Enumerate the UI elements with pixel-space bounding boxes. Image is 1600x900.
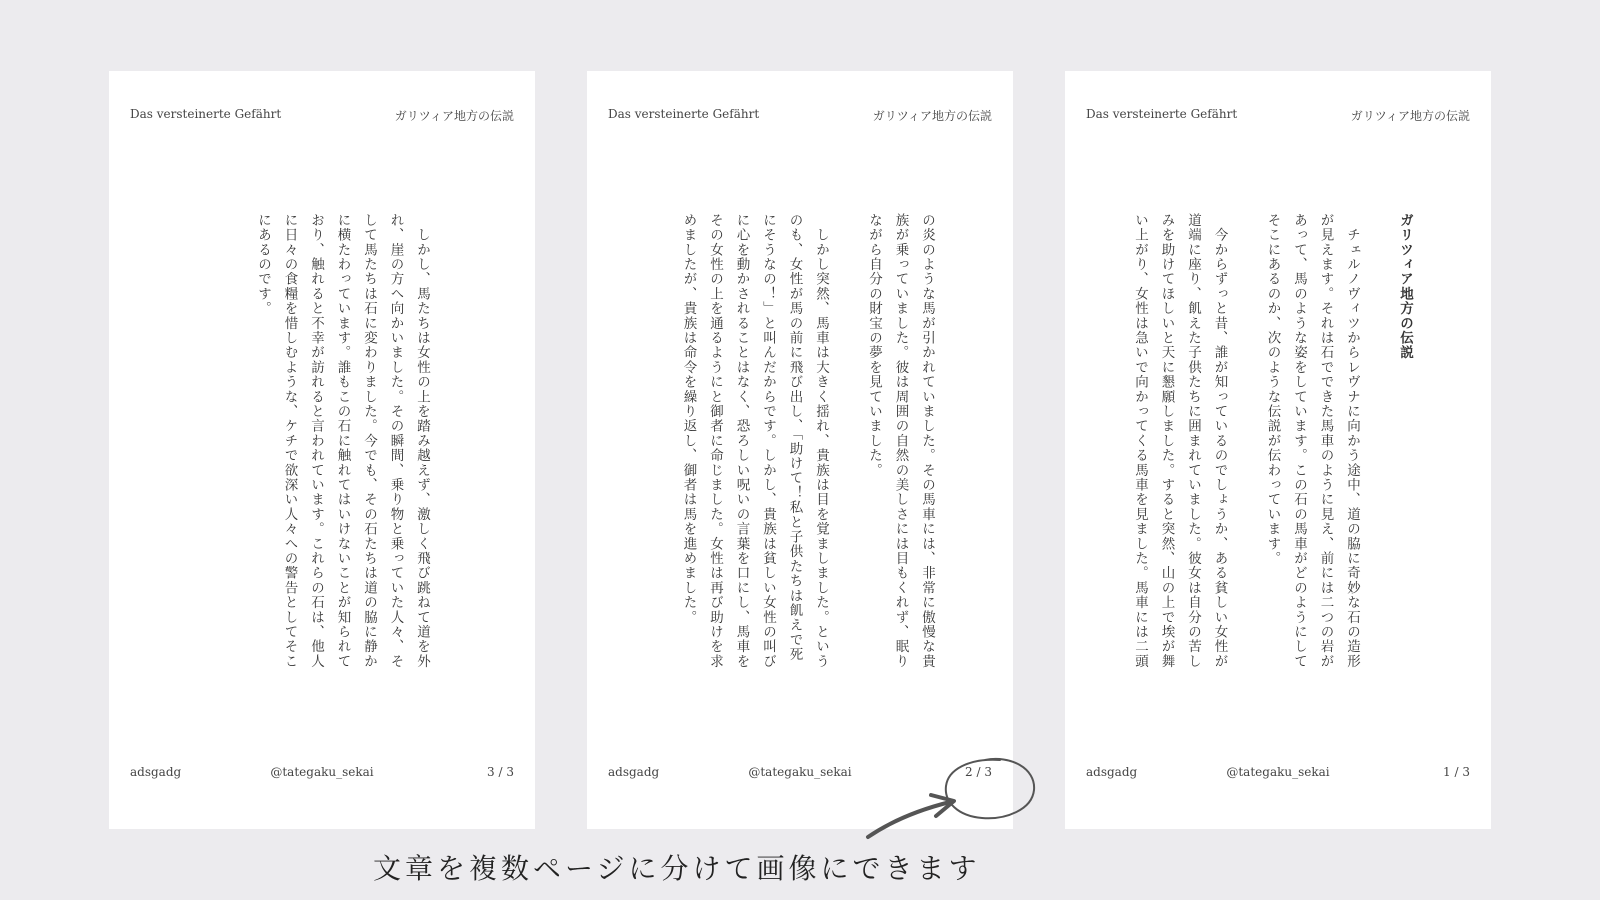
page-preview-3[interactable] bbox=[109, 71, 535, 829]
footer-author: adsgadg bbox=[1086, 765, 1138, 779]
text-line: のも、女性が馬の前に飛び出し、「助けて！私と子供たちは飢えで死 bbox=[786, 213, 803, 662]
text-line: ながら自分の財宝の夢を見ていました。 bbox=[866, 213, 882, 478]
text-line bbox=[1233, 213, 1260, 753]
text-line: が見えます。それは石でできた馬車のように見え、前には二つの岩が bbox=[1317, 213, 1334, 669]
vertical-text-body bbox=[1127, 213, 1419, 753]
vertical-text-body bbox=[675, 213, 940, 753]
text-line: そこにあるのか、次のような伝説が伝わっています。 bbox=[1264, 213, 1281, 566]
text-line: れ、崖の方へ向かいました。その瞬間、乗り物と乗っていた人々、そ bbox=[387, 213, 404, 669]
text-line: に日々の食糧を惜しむような、ケチで欲深い人々への警告としてそこ bbox=[281, 213, 298, 669]
text-line: に心を動かされることはなく、恐ろしい呪いの言葉を口にし、馬車を bbox=[733, 213, 750, 669]
footer-handle: @tategaku_sekai bbox=[270, 765, 374, 779]
header-chapter-title: ガリツィア地方の伝説 bbox=[872, 109, 992, 123]
text-line: めましたが、貴族は命令を繰り返し、御者は馬を進めました。 bbox=[680, 213, 697, 625]
page-number: 1 / 3 bbox=[1443, 765, 1470, 779]
vertical-text-body bbox=[250, 213, 436, 753]
text-line: あって、馬のような姿をしています。この石の馬車がどのようにして bbox=[1291, 213, 1307, 669]
text-line: にそうなの！」と叫んだからです。しかし、貴族は貧しい女性の叫び bbox=[760, 213, 776, 669]
text-line bbox=[1365, 213, 1392, 753]
page-number: 3 / 3 bbox=[487, 765, 514, 779]
footer-handle: @tategaku_sekai bbox=[748, 765, 852, 779]
text-line bbox=[834, 213, 861, 753]
text-line: して馬たちは石に変わりました。今でも、その石たちは道の脇に静か bbox=[361, 213, 377, 669]
text-line: 道端に座り、飢えた子供たちに囲まれていました。彼女は自分の苦し bbox=[1185, 213, 1201, 669]
text-line: しかし突然、馬車は大きく揺れ、貴族は目を覚ましました。という bbox=[813, 213, 829, 669]
header-book-title: Das versteinerte Gefährt bbox=[130, 107, 282, 121]
page-preview-1[interactable] bbox=[1065, 71, 1491, 829]
feature-caption: 文章を複数ページに分けて画像にできます bbox=[373, 852, 981, 885]
text-line: しかし、馬たちは女性の上を踏み越えず、激しく飛び跳ねて道を外 bbox=[414, 213, 430, 669]
text-line: みを助けてほしいと天に懇願しました。すると突然、山の上で埃が舞 bbox=[1158, 213, 1175, 669]
footer-handle: @tategaku_sekai bbox=[1226, 765, 1330, 779]
text-line: チェルノヴィツからレヴナに向かう途中、道の脇に奇妙な石の造形 bbox=[1344, 213, 1360, 669]
text-line: にあるのです。 bbox=[255, 213, 271, 316]
story-title: ガリツィア地方の伝説 bbox=[1397, 213, 1413, 360]
text-line: い上がり、女性は急いで向かってくる馬車を見ました。馬車には二頭 bbox=[1132, 213, 1148, 669]
header-book-title: Das versteinerte Gefährt bbox=[608, 107, 760, 121]
page-number: 2 / 3 bbox=[965, 765, 992, 779]
header-book-title: Das versteinerte Gefährt bbox=[1086, 107, 1238, 121]
header-chapter-title: ガリツィア地方の伝説 bbox=[394, 109, 514, 123]
header-chapter-title: ガリツィア地方の伝説 bbox=[1350, 109, 1470, 123]
text-line: おり、触れると不幸が訪れると言われています。これらの石は、他人 bbox=[308, 213, 324, 669]
page-preview-2[interactable] bbox=[587, 71, 1013, 829]
text-line: 族が乗っていました。彼は周囲の自然の美しさには目もくれず、眠り bbox=[892, 213, 909, 669]
footer-author: adsgadg bbox=[608, 765, 660, 779]
footer-author: adsgadg bbox=[130, 765, 182, 779]
text-line: の炎のような馬が引かれていました。その馬車には、非常に傲慢な貴 bbox=[919, 213, 935, 669]
text-line: に横たわっています。誰もこの石に触れてはいけないことが知られて bbox=[334, 213, 351, 669]
text-line: その女性の上を通るようにと御者に命じました。女性は再び助けを求 bbox=[707, 213, 723, 669]
text-line: 今からずっと昔、誰が知っているのでしょうか、ある貧しい女性が bbox=[1211, 213, 1228, 669]
